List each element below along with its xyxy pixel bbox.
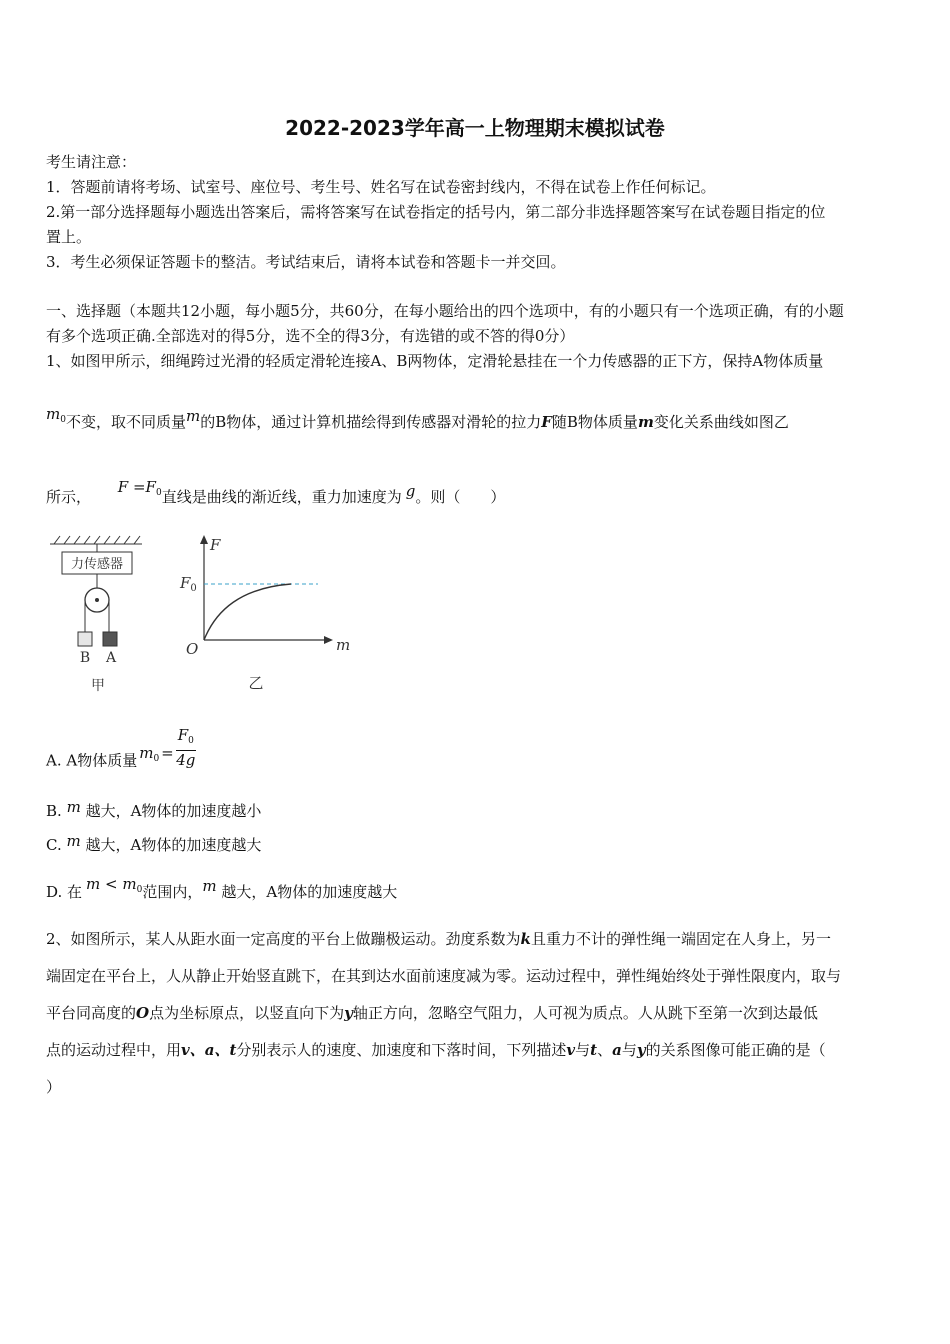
- notice-heading: 考生请注意：: [46, 153, 137, 171]
- F-equals-F0: $F =F_0$: [117, 478, 162, 498]
- option-A[interactable]: A. A物体质量 $m_0$ = $\frac{F_0}{4g}$: [46, 726, 196, 770]
- q2-line5: ）: [46, 1078, 62, 1096]
- F-curve: [204, 584, 291, 640]
- page-title: 2022-2023学年高一上物理期末模拟试卷: [285, 116, 665, 140]
- q2-line3: 平台同高度的O点为坐标原点，以竖直向下为y轴正方向，忽略空气阻力，人可视为质点。人从跳下至第一次到达最低: [46, 1004, 818, 1022]
- axis-F-label: F: [210, 536, 221, 554]
- label-B: B: [79, 650, 91, 666]
- block-A: [103, 632, 117, 646]
- caption-yi: 乙: [248, 674, 264, 692]
- q1-figure: [46, 530, 366, 700]
- sensor-label: 力传感器: [70, 557, 124, 572]
- q2-line4: 点的运动过程中，用v、a、t分别表示人的速度、加速度和下落时间，下列描述v与t、a与y的关系图像可能正确的是（: [46, 1041, 826, 1059]
- option-D[interactable]: D. 在 $m < m_0$范围内，m 越大，A物体的加速度越大: [46, 875, 398, 901]
- notice-item-1: 1．答题前请将考场、试室号、座位号、考生号、姓名写在试卷密封线内，不得在试卷上作任何标记。: [46, 178, 716, 196]
- axis-m-label: m: [336, 636, 351, 654]
- m0-symbol: $m_0$: [46, 405, 66, 425]
- notice-item-2: 2.第一部分选择题每小题选出答案后，需将答案写在试卷指定的括号内，第二部分非选择题答案写在试卷题目指定的位: [46, 203, 826, 221]
- caption-jia: 甲: [91, 678, 105, 694]
- section1-line1: 一、选择题（本题共12小题，每小题5分，共60分，在每小题给出的四个选项中，有的小题只有一个选项正确，有的小题: [46, 302, 844, 320]
- q2-line2: 端固定在平台上，人从静止开始竖直跳下，在其到达水面前速度减为零。运动过程中，弹性绳始终处于弹性限度内，取与: [46, 967, 842, 985]
- q1-line3: 所示， $F =F_0$直线是曲线的渐近线，重力加速度为 g。则（ ）: [46, 478, 506, 506]
- block-B: [78, 632, 92, 646]
- option-A-fraction: $\frac{F_0}{4g}$: [176, 726, 196, 769]
- ceiling: [50, 536, 142, 544]
- origin-label: O: [186, 640, 199, 658]
- option-B[interactable]: B. m 越大，A物体的加速度越小: [46, 798, 262, 820]
- q2-line1: 2、如图所示，某人从距水面一定高度的平台上做蹦极运动。劲度系数为k且重力不计的弹性绳一端固定在人身上，另一: [46, 930, 831, 948]
- q1-line2: $m_0$不变，取不同质量m的B物体，通过计算机描绘得到传感器对滑轮的拉力F随B物体质量m变化关系曲线如图乙: [46, 405, 789, 431]
- label-A: A: [105, 650, 117, 666]
- q1-line1: 1、如图甲所示，细绳跨过光滑的轻质定滑轮连接A、B两物体，定滑轮悬挂在一个力传感器的正下方，保持A物体质量: [46, 352, 824, 370]
- section1-line2: 有多个选项正确.全部选对的得5分，选不全的得3分，有选错的或不答的得0分）: [46, 327, 575, 345]
- notice-item-3: 3．考生必须保证答题卡的整洁。考试结束后，请将本试卷和答题卡一并交回。: [46, 253, 566, 271]
- axis-F0-label: $F_0$: [180, 574, 197, 594]
- notice-item-2-cont: 置上。: [46, 228, 92, 246]
- option-C[interactable]: C. m 越大，A物体的加速度越大: [46, 832, 262, 854]
